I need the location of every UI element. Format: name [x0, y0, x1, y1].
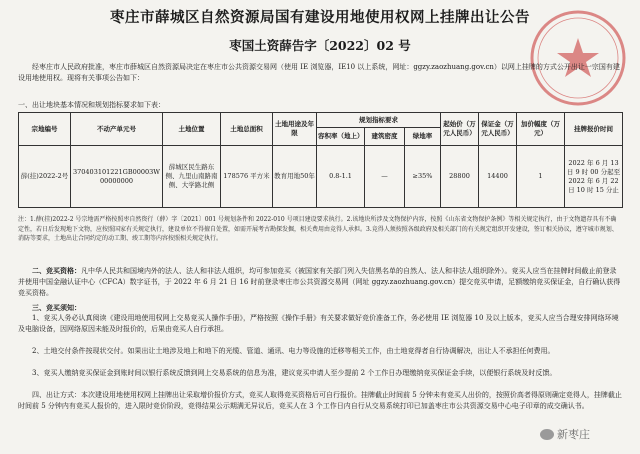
watermark	[540, 426, 590, 442]
cell-increment: 1	[517, 146, 565, 208]
section-3-title: 三、竞买须知：	[32, 303, 81, 312]
section-2-text: 凡中华人民共和国境内外的法人、法人和非法人组织，均可参加竞买（被国家有关部门列入失信黑名单的自然人、法人和非法人组织除外）。竞买人应当在挂牌时间截止前登录并使用中国金融认证中心（CFCA）数字证书，于 2022 年 6 月 21 日 16 时前登录枣庄市公共资源交易网（网址 ggzy.zaozhuang.gov.cn）提交竞买申请，足额缴纳竞买保证金，自行确认获得竞买资格。	[18, 267, 621, 297]
cell-unit-no: 370403101221GB00003W00000000	[71, 146, 163, 208]
watermark-text: 新枣庄	[557, 428, 590, 441]
header-start-price: 起始价（万元人民币）	[441, 113, 479, 146]
cell-start-price: 28800	[441, 146, 479, 208]
official-seal-icon	[528, 8, 628, 108]
wechat-icon	[540, 429, 554, 440]
cell-location: 薛城区民生路东侧、九里山南路南侧、大学路北侧	[163, 146, 221, 208]
cell-far: 0.8-1.1	[317, 146, 365, 208]
header-green: 绿地率	[405, 128, 441, 146]
section-1-heading: 一、出让地块基本情况和规划指标要求如下表：	[18, 101, 165, 109]
cell-parcel-id: 薛(挂)2022-2号	[19, 146, 71, 208]
section-2-title: 二、竞买资格：	[32, 266, 81, 275]
notice-number: 枣国土资薛告字〔2022〕02 号	[229, 38, 411, 53]
cell-deposit: 14400	[479, 146, 517, 208]
header-planning: 规划指标要求	[317, 113, 441, 128]
page-title: 枣庄市薛城区自然资源局国有建设用地使用权网上挂牌出让公告	[110, 9, 530, 26]
header-location: 土地位置	[163, 113, 221, 146]
table-note: 注：1.薛(挂)2022-2 号宗地需严格按照枣自然资行（薛）字〔2021〕001 号规划条件和 2022-010 号项目建设要求执行。2.该地块所涉及文物保护内容，按照《山东省文物保护条例》等相关规定执行，由于文物遗存具有不确定性，若日后发现地下文物，应按照国家有关规定执行，建设单位不得擅自处置，如需开展考古勘探发掘，相关费用由竞得人承担。3.竞得人须按照各级政府及相关部门的有关规定组织开发建设，签订相关协议，遵守城市规划、消防等要求，土地出让合同约定的动工期、竣工期等内容按照相关规定执行。	[18, 216, 618, 242]
header-time: 挂牌报价时间	[565, 113, 623, 146]
header-deposit: 保证金（万元人民币）	[479, 113, 517, 146]
paragraph-3-2: 2、土地交付条件按现状交付。如果出让土地涉及地上和地下的光缆、管道、通讯、电力等设施的迁移等相关工作，由土地竞得者自行协调解决，出让人不承担任何费用。	[32, 347, 555, 355]
paragraph-3-3: 3、竞买人缴纳竞买保证金到账时间以银行系统反馈到网上交易系统的信息为准，建议竞买申请人至少提前 2 个工作日办理缴纳竞买保证金手续，以便银行系统及时反馈。	[32, 369, 557, 377]
header-increment: 加价幅度（万元）	[517, 113, 565, 146]
header-unit-no: 不动产单元号	[71, 113, 163, 146]
cell-green: ≥35%	[405, 146, 441, 208]
section-2	[18, 265, 622, 299]
cell-use: 教育用地50年	[273, 146, 317, 208]
section-4: 四、出让方式：本次建设用地使用权网上挂牌出让采取增价报价方式，竞买人取得竞买资格后可自行报价。挂牌截止时间前 5 分钟未有竞买人出价的，按照价高者得原则确定竞得人，挂牌截止时间前 5 分钟内有竞买人报价的，进入限时竞价阶段，竞得结果公示期满无异议后，竞买人在 3 个工作日内自行从交易系统打印已加盖枣庄市公共资源交易中心电子印章的成交确认书。	[18, 391, 622, 410]
parcel-table	[18, 112, 623, 208]
cell-time: 2022 年 6 月 13 日 9 时 00 分起至 2022 年 6 月 22 日 10 时 15 分止	[565, 146, 623, 208]
header-use: 土地用途及年限	[273, 113, 317, 146]
header-area: 土地总面积	[221, 113, 273, 146]
header-far: 容积率（地上）	[317, 128, 365, 146]
paragraph-3-1: 1、竞买人务必认真阅读《建设用地使用权网上交易竞买人操作手册》，严格按照《操作手册》有关要求做好竞价准备工作，务必使用 IE 浏览器 10 及以上版本，竞买人应当合理安排网络环境及电脑设备，因网络原因未能及时报价的，后果由竞买人自行承担。	[18, 314, 619, 333]
table-row	[19, 146, 623, 208]
cell-area: 178576 平方米	[221, 146, 273, 208]
cell-density: —	[365, 146, 405, 208]
header-density: 建筑密度	[365, 128, 405, 146]
intro-paragraph: 经枣庄市人民政府批准，枣庄市薛城区自然资源局决定在枣庄市公共资源交易网（使用 IE 浏览器，IE10 以上系统，网址：ggzy.zaozhuang.gov.cn）以网上挂牌的方式公开出让一宗国有建设用地使用权。现将有关事项公告如下：	[18, 63, 620, 82]
header-parcel-id: 宗地编号	[19, 113, 71, 146]
